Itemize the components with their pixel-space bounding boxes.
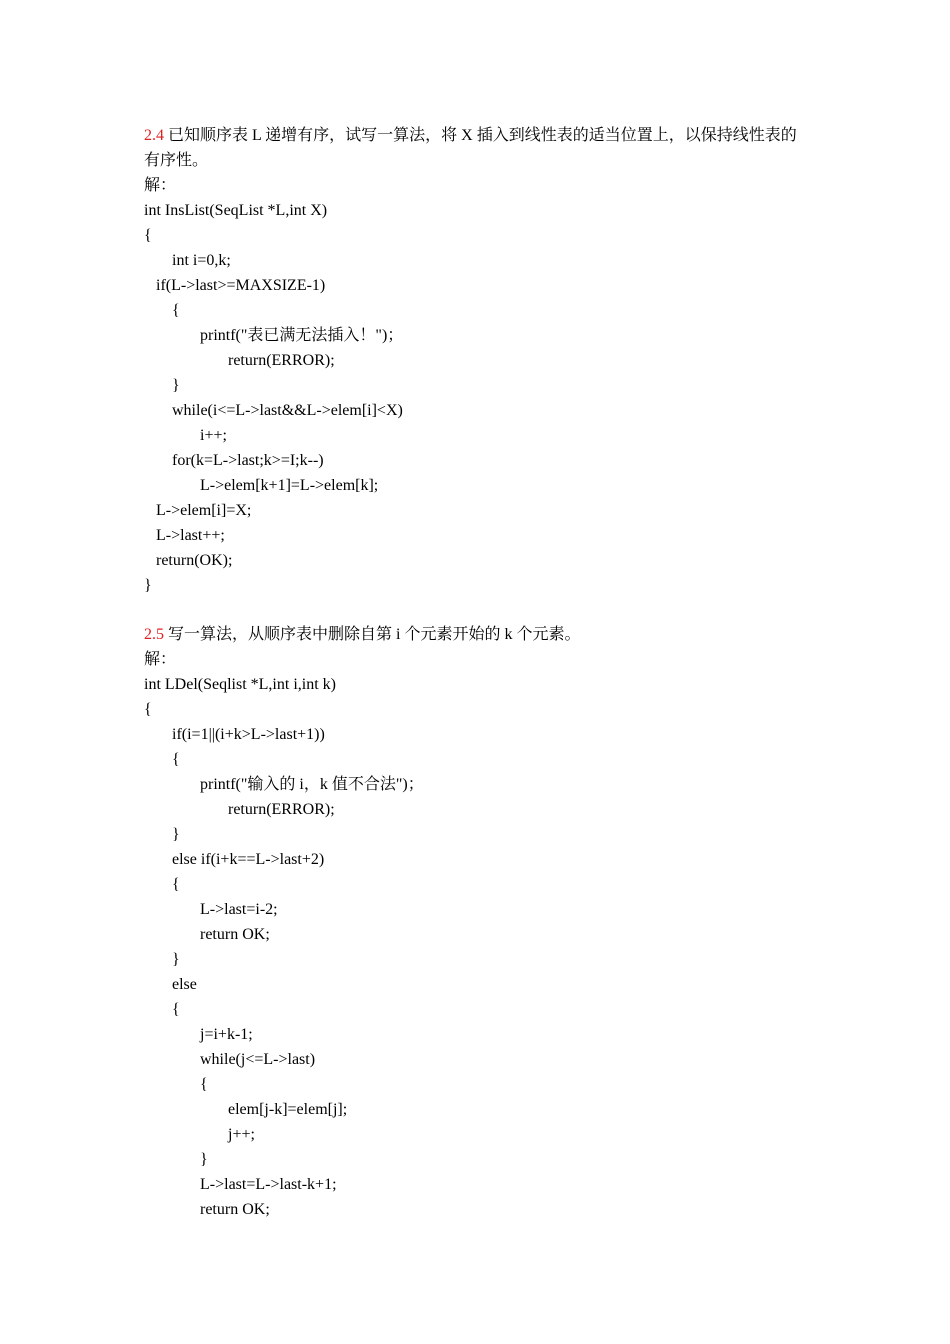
code-line: return(ERROR); xyxy=(144,801,335,818)
code-line: } xyxy=(144,377,180,394)
code-line: while(j<=L->last) xyxy=(144,1051,316,1068)
code-line: { xyxy=(144,1076,208,1093)
code-line: { xyxy=(144,751,180,768)
code-line: j++; xyxy=(144,1126,255,1143)
code-line: return(OK); xyxy=(144,552,233,569)
problem-2-4-prompt-cont: 有序性。 xyxy=(144,152,209,169)
solution-label: 解： xyxy=(144,177,177,194)
code-line: } xyxy=(144,826,180,843)
code-line: printf("输入的 i，k 值不合法")； xyxy=(144,776,424,793)
code-line: { xyxy=(144,1001,180,1018)
code-line: return OK; xyxy=(144,926,270,943)
problem-number: 2.5 xyxy=(144,626,164,643)
code-line: else if(i+k==L->last+2) xyxy=(144,851,325,868)
code-line: if(L->last>=MAXSIZE-1) xyxy=(144,277,326,294)
code-line: } xyxy=(144,1151,208,1168)
code-line: { xyxy=(144,302,180,319)
code-line: { xyxy=(144,701,152,718)
problem-2-4-heading xyxy=(144,123,797,148)
code-line: L->elem[i]=X; xyxy=(144,502,252,519)
code-line: else xyxy=(144,976,197,993)
code-line: i++; xyxy=(144,427,227,444)
code-line: L->last=i-2; xyxy=(144,901,278,918)
code-line: } xyxy=(144,577,152,594)
code-line: { xyxy=(144,876,180,893)
code-line: return(ERROR); xyxy=(144,352,335,369)
code-line: for(k=L->last;k>=I;k--) xyxy=(144,452,324,469)
code-line: L->elem[k+1]=L->elem[k]; xyxy=(144,477,379,494)
problem-prompt: 已知顺序表 L 递增有序，试写一算法，将 X 插入到线性表的适当位置上，以保持线性表的 xyxy=(164,127,797,144)
problem-prompt: 写一算法，从顺序表中删除自第 i 个元素开始的 k 个元素。 xyxy=(164,626,581,643)
problem-2-5-heading xyxy=(144,622,580,647)
code-line: L->last=L->last-k+1; xyxy=(144,1176,337,1193)
code-line: } xyxy=(144,951,180,968)
code-line: if(i=1||(i+k>L->last+1)) xyxy=(144,726,325,743)
code-line: while(i<=L->last&&L->elem[i]<X) xyxy=(144,402,403,419)
code-line: printf("表已满无法插入！")； xyxy=(144,327,404,344)
problem-number: 2.4 xyxy=(144,127,164,144)
code-line: { xyxy=(144,227,152,244)
solution-label: 解： xyxy=(144,651,177,668)
code-line: return OK; xyxy=(144,1201,270,1218)
code-line: j=i+k-1; xyxy=(144,1026,253,1043)
code-line: int i=0,k; xyxy=(144,252,231,269)
code-line: elem[j-k]=elem[j]; xyxy=(144,1101,348,1118)
code-line: int InsList(SeqList *L,int X) xyxy=(144,202,328,219)
code-line: L->last++; xyxy=(144,527,225,544)
code-line: int LDel(Seqlist *L,int i,int k) xyxy=(144,676,336,693)
